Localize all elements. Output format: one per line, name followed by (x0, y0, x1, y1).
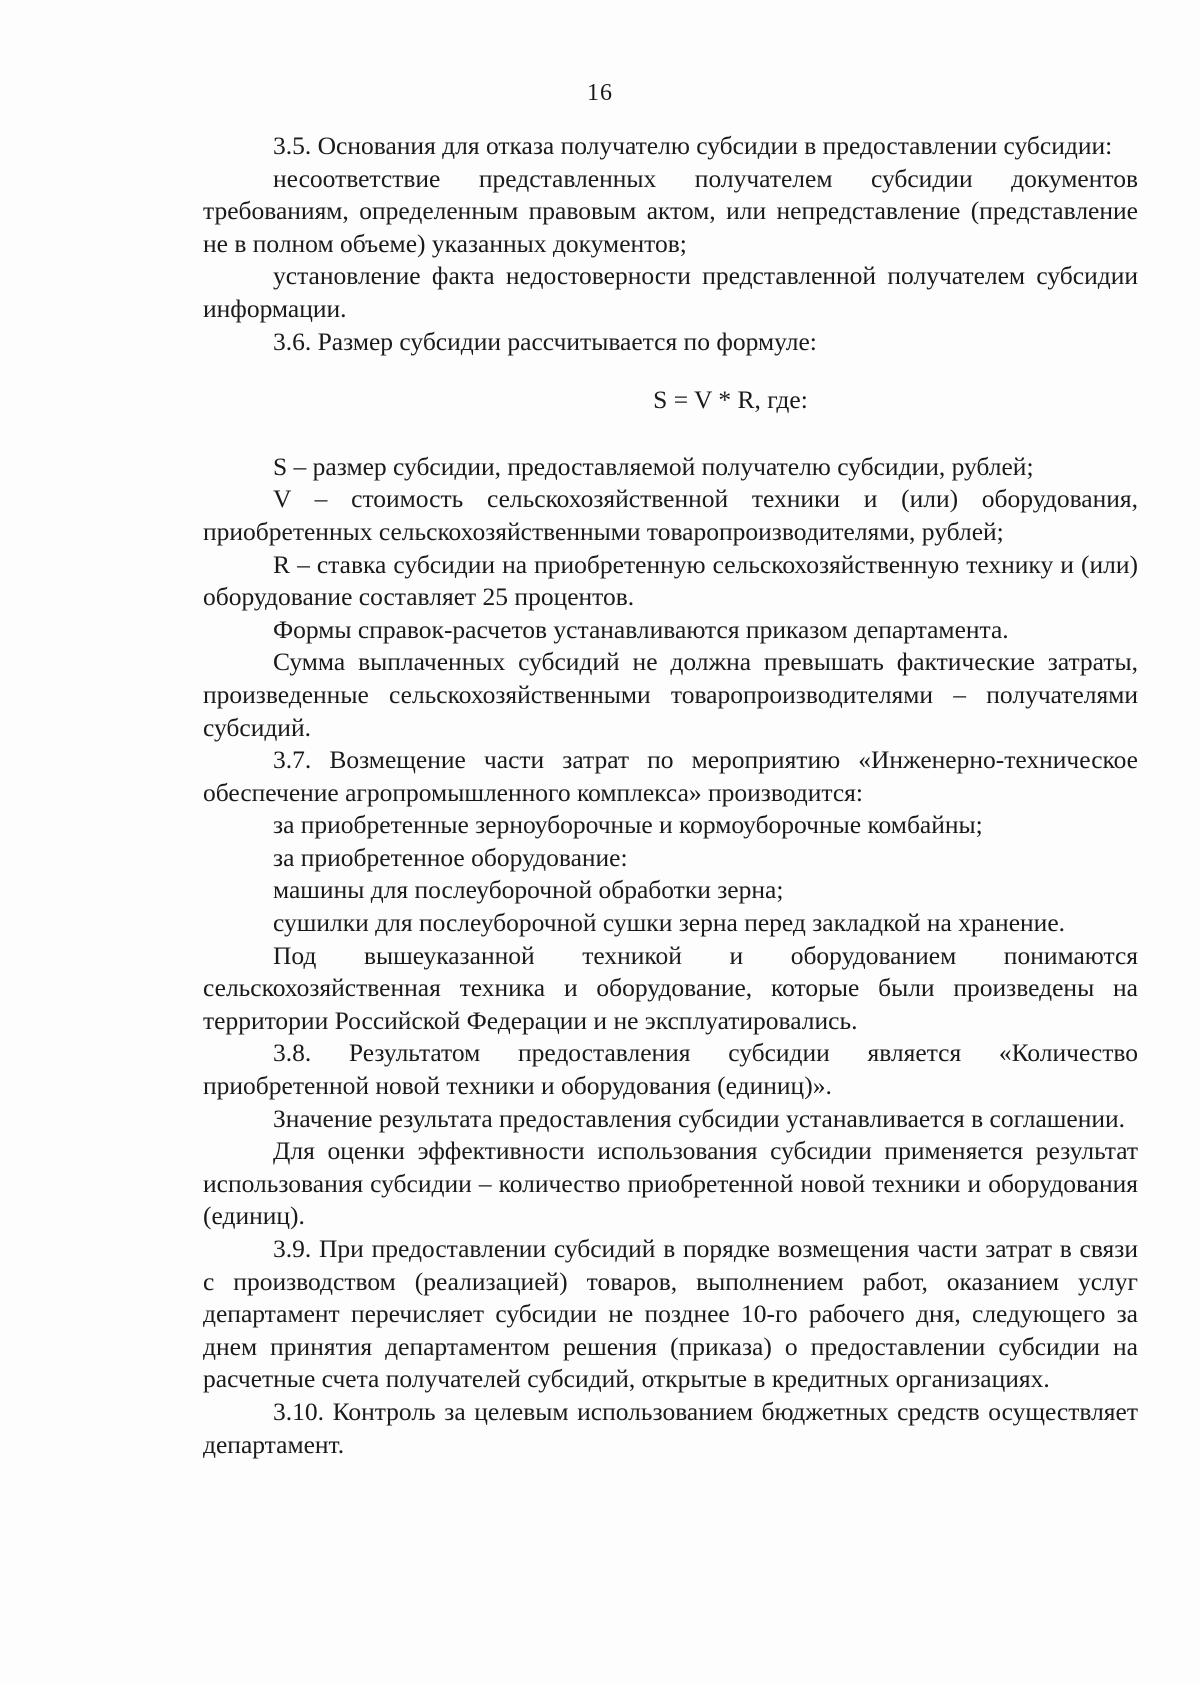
document-body (203, 130, 1138, 1461)
list-item-equipment: за приобретенное оборудование: (273, 842, 628, 872)
paragraph-equipment-definition: Под вышеуказанной техникой и оборудованием понимаются сельскохозяйственная техника и оборудование, которые были произведены на территории Российской Федерации и не эксплуатировались. (203, 940, 1138, 1035)
definition-r: R – ставка субсидии на приобретенную сельскохозяйственную технику и (или) оборудование составляет 25 процентов. (203, 549, 1138, 612)
paragraph-forms: Формы справок-расчетов устанавливаются приказом департамента. (273, 614, 1009, 644)
paragraph-3-10: 3.10. Контроль за целевым использованием бюджетных средств осуществляет департамент. (203, 1396, 1138, 1459)
page-number: 16 (587, 80, 613, 106)
paragraph-noncompliance: несоответствие представленных получателем субсидии документов требованиям, определенным правовым актом, или непредставление (представление не в полном объеме) указанных документов; (203, 163, 1138, 258)
paragraph-3-6: 3.6. Размер субсидии рассчитывается по формуле: (273, 326, 817, 356)
list-item-combines: за приобретенные зерноуборочные и кормоуборочные комбайны; (273, 810, 983, 840)
paragraph-3-7: 3.7. Возмещение части затрат по мероприятию «Инженерно-техническое обеспечение агропромышленного комплекса» производится: (203, 745, 1138, 807)
paragraph-result-value: Значение результата предоставления субсидии устанавливается в соглашении. (273, 1103, 1126, 1133)
list-item-grain-machines: машины для послеуборочной обработки зерна; (273, 875, 784, 905)
paragraph-3-8: 3.8. Результатом предоставления субсидии является «Количество приобретенной новой техники и оборудования (единиц)». (203, 1038, 1138, 1101)
paragraph-3-9: 3.9. При предоставлении субсидий в порядке возмещения части затрат в связи с производством (реализацией) товаров, выполнением работ, оказанием услуг департамент перечисляет субсидии не позднее 10-го рабочего дня, следующего за днем принятия департаментом решения (приказа) о предоставлении субсидии на расчетные счета получателей субсидий, открытые в кредитных организациях. (203, 1234, 1138, 1394)
formula: S = V * R, где: (653, 385, 808, 415)
list-item-dryers: сушилки для послеуборочной сушки зерна перед закладкой на хранение. (273, 908, 1066, 938)
paragraph-efficiency: Для оценки эффективности использования субсидии применяется результат использования субсидии – количество приобретенной новой техники и оборудования (единиц). (203, 1136, 1138, 1231)
definition-s: S – размер субсидии, предоставляемой получателю субсидии, рублей; (273, 451, 1034, 481)
paragraph-3-5: 3.5. Основания для отказа получателю субсидии в предоставлении субсидии: (273, 131, 1113, 160)
paragraph-unreliable-info: установление факта недостоверности представленной получателем субсидии информации. (203, 261, 1138, 323)
paragraph-sum-limit: Сумма выплаченных субсидий не должна превышать фактические затраты, произведенные сельскохозяйственными товаропроизводителями – получателями субсидий. (203, 647, 1138, 742)
definition-v: V – стоимость сельскохозяйственной техники и (или) оборудования, приобретенных сельскохозяйственными товаропроизводителями, рублей; (203, 484, 1138, 546)
